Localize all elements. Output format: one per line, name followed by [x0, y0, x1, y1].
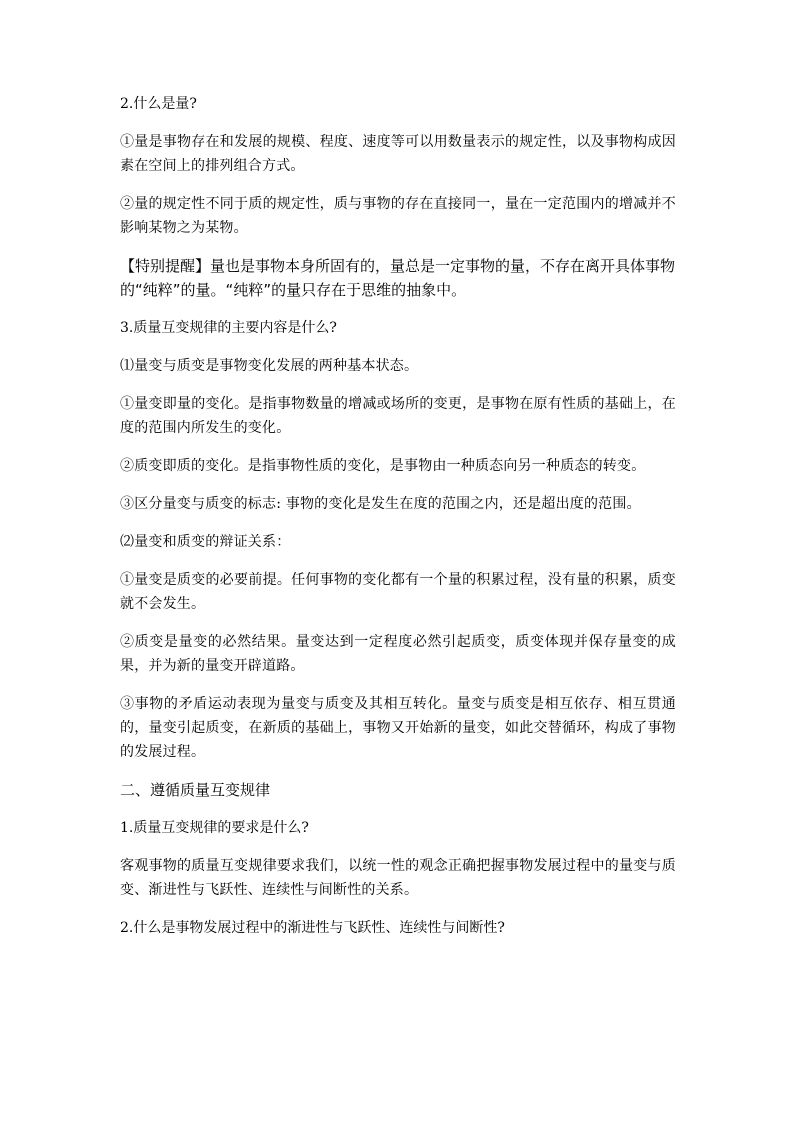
question-3-sub1-paragraph-1: ①量变即量的变化。是指事物数量的增减或场所的变更，是事物在原有性质的基础上，在度的范围内所发生的变化。: [120, 396, 676, 436]
section-2-title: 二、遵循质量互变规律: [120, 781, 271, 799]
special-reminder: 【特别提醒】量也是事物本身所固有的，量总是一定事物的量，不存在离开具体事物的“纯粹”的量。“纯粹”的量只存在于思维的抽象中。: [120, 257, 676, 299]
question-3-subheading-1: ⑴量变与质变是事物变化发展的两种基本状态。: [120, 358, 419, 374]
section-2-question-1-paragraph: 客观事物的质量互变规律要求我们，以统一性的观念正确把握事物发展过程中的量变与质变、渐进性与飞跃性、连续性与间断性的关系。: [120, 858, 676, 898]
section-2-question-2-title: 2.什么是事物发展过程中的渐进性与飞跃性、连续性与间断性?: [120, 920, 505, 936]
question-2-paragraph-2: ②量的规定性不同于质的规定性，质与事物的存在直接同一，量在一定范围内的增减并不影响某物之为某物。: [120, 196, 676, 236]
question-3-sub2-paragraph-2: ②质变是量变的必然结果。量变达到一定程度必然引起质变，质变体现并保存量变的成果，并为新的量变开辟道路。: [120, 634, 676, 674]
question-3-sub1-paragraph-2: ②质变即质的变化。是指事物性质的变化，是事物由一种质态向另一种质态的转变。: [120, 458, 646, 474]
section-2-question-1-title: 1.质量互变规律的要求是什么?: [120, 820, 309, 836]
question-3-title: 3.质量互变规律的主要内容是什么?: [120, 320, 337, 336]
question-2-paragraph-1: ①量是事物存在和发展的规模、程度、速度等可以用数量表示的规定性，以及事物构成因素在空间上的排列组合方式。: [120, 134, 676, 174]
question-3-sub2-paragraph-1: ①量变是质变的必要前提。任何事物的变化都有一个量的积累过程，没有量的积累，质变就不会发生。: [120, 572, 676, 612]
question-3-sub2-paragraph-3: ③事物的矛盾运动表现为量变与质变及其相互转化。量变与质变是相互依存、相互贯通的，量变引起质变，在新质的基础上，事物又开始新的量变，如此交替循环，构成了事物的发展过程。: [120, 696, 676, 760]
document-page: [120, 92, 676, 954]
question-3-subheading-2: ⑵量变和质变的辩证关系：: [120, 534, 291, 550]
question-3-sub1-paragraph-3: ③区分量变与质变的标志: 事物的变化是发生在度的范围之内，还是超出度的范围。: [120, 496, 641, 512]
question-2-title: 2.什么是量?: [120, 96, 197, 112]
